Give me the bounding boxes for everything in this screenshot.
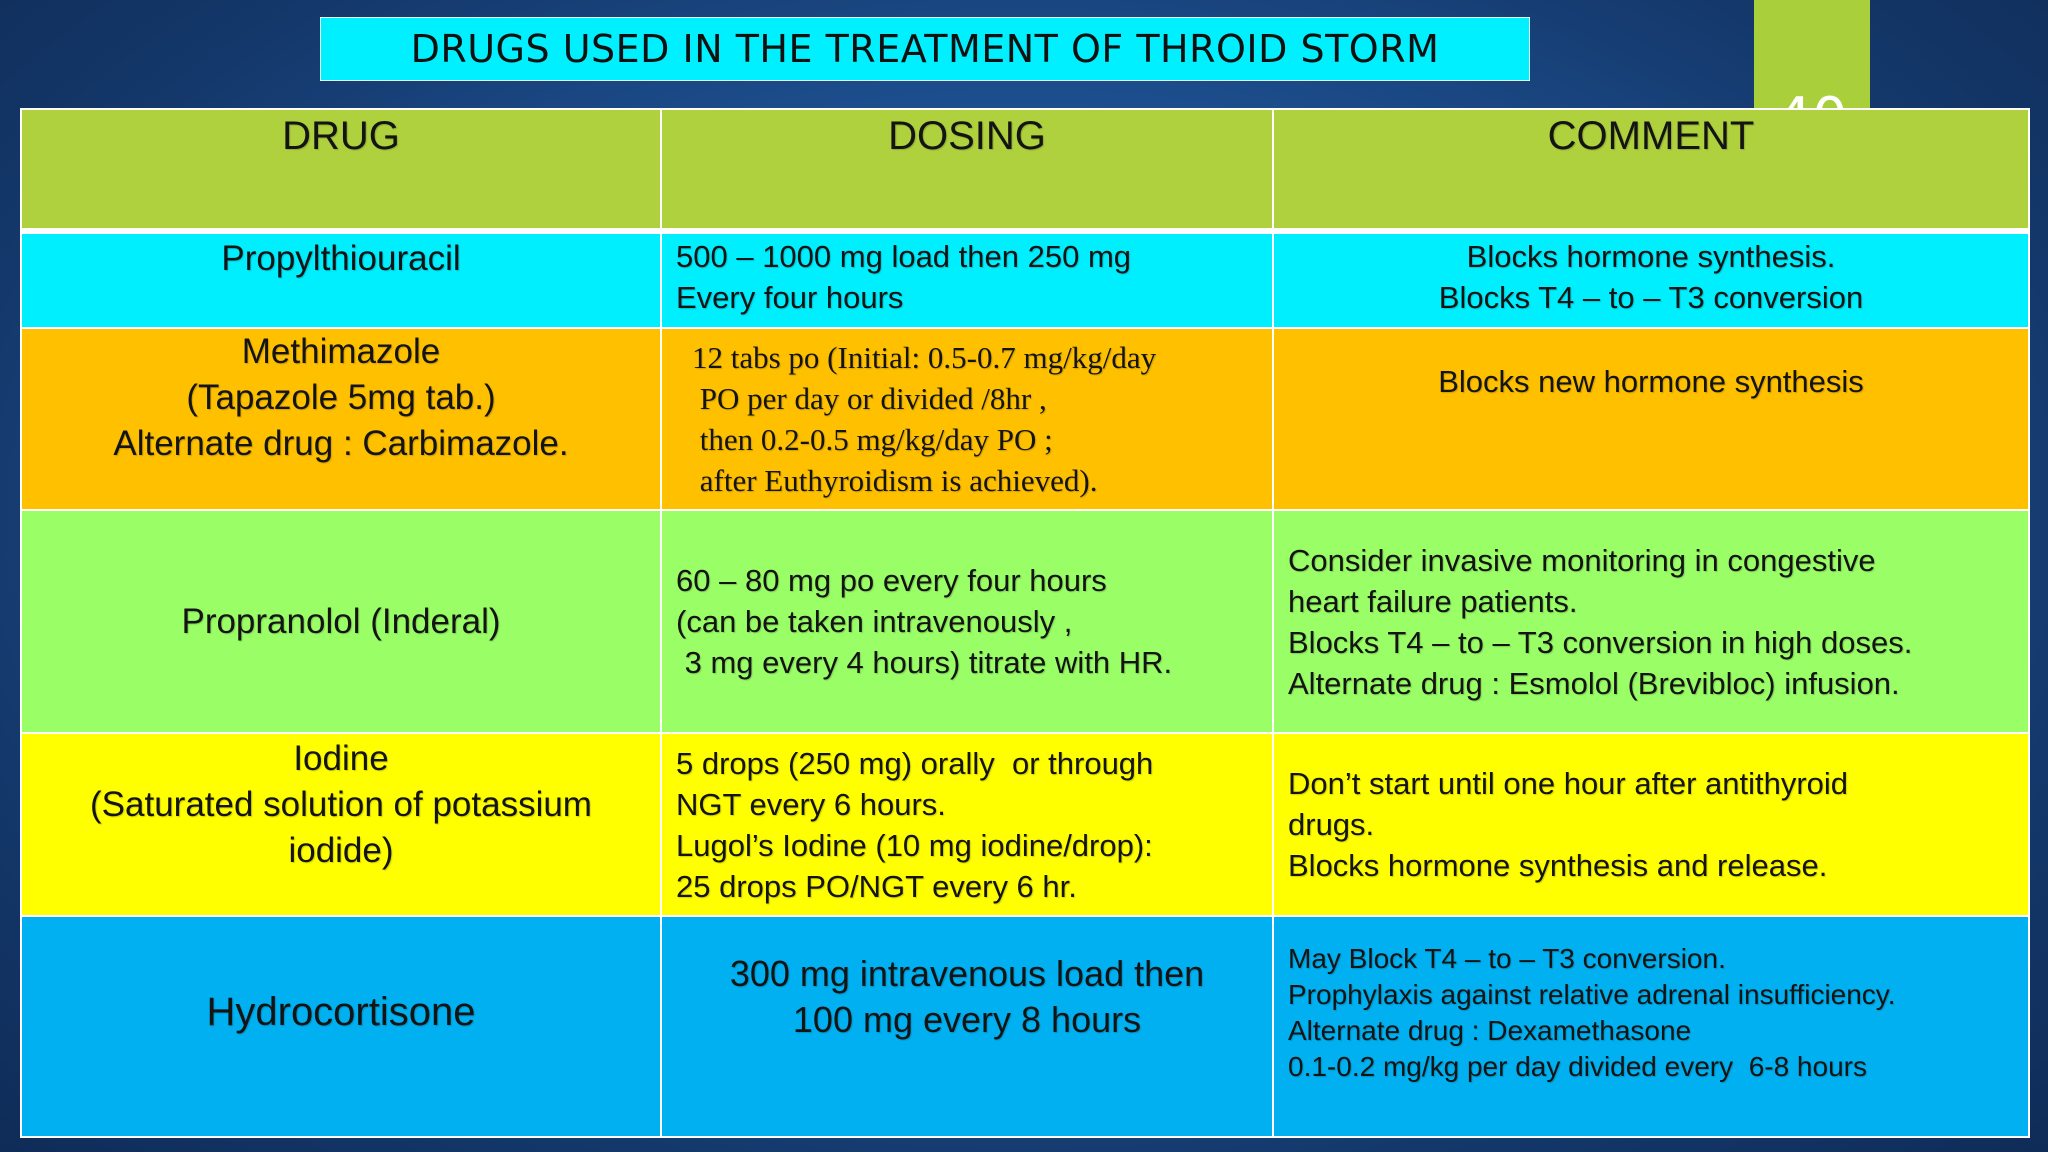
- dosing-line: 12 tabs po (Initial: 0.5-0.7 mg/kg/day: [692, 340, 1157, 375]
- dosing-cell: [661, 916, 1273, 1137]
- header-comment: COMMENT: [1273, 109, 2029, 231]
- header-dosing: DOSING: [661, 109, 1273, 231]
- dosing-line: after Euthyroidism is achieved).: [692, 463, 1098, 498]
- dosing-line: 5 drops (250 mg) orally or through: [676, 745, 1154, 781]
- comment-line: Blocks hormone synthesis and release.: [1288, 848, 1828, 883]
- drug-name: Iodine: [293, 739, 389, 778]
- comment-line: Consider invasive monitoring in congestive: [1288, 542, 1876, 578]
- comment-line: Blocks new hormone synthesis: [1438, 364, 1864, 399]
- comment-line: Prophylaxis against relative adrenal insufficiency.: [1288, 978, 1896, 1010]
- comment-cell: [1273, 733, 2029, 916]
- drug-name: Propylthiouracil: [221, 239, 461, 278]
- table-row: [21, 733, 2029, 916]
- drug-note: (Tapazole 5mg tab.): [186, 378, 496, 417]
- comment-line: Alternate drug : Dexamethasone: [1288, 1014, 1692, 1046]
- drug-note: Alternate drug : Carbimazole.: [113, 424, 569, 463]
- comment-line: Alternate drug : Esmolol (Brevibloc) infusion.: [1288, 665, 1900, 701]
- comment-line: Blocks T4 – to – T3 conversion in high doses.: [1288, 624, 1913, 660]
- drug-cell: [21, 510, 661, 733]
- dosing-line: Lugol’s Iodine (10 mg iodine/drop):: [676, 827, 1153, 863]
- drug-cell: [21, 733, 661, 916]
- slide-title: [320, 17, 1530, 81]
- drug-note: (Saturated solution of potassium: [90, 785, 592, 824]
- dosing-line: Every four hours: [676, 280, 904, 315]
- dosing-line: 60 – 80 mg po every four hours: [676, 563, 1107, 598]
- drug-cell: [21, 916, 661, 1137]
- comment-line: May Block T4 – to – T3 conversion.: [1288, 942, 1726, 974]
- slide-number: 40: [1776, 86, 1848, 151]
- drug-name: Propranolol (Inderal): [181, 601, 501, 641]
- dosing-line: (can be taken intravenously ,: [676, 604, 1073, 639]
- comment-line: heart failure patients.: [1288, 583, 1578, 619]
- dosing-line: 3 mg every 4 hours) titrate with HR.: [676, 645, 1173, 680]
- drug-cell: [21, 328, 661, 510]
- drug-table: [20, 108, 2030, 1138]
- dosing-line: PO per day or divided /8hr ,: [692, 381, 1047, 416]
- comment-cell: [1273, 328, 2029, 510]
- dosing-line: 100 mg every 8 hours: [792, 999, 1142, 1040]
- dosing-cell: [661, 510, 1273, 733]
- dosing-line: 300 mg intravenous load then: [729, 953, 1205, 994]
- dosing-cell: [661, 231, 1273, 328]
- table-row: [21, 510, 2029, 733]
- comment-cell: [1273, 231, 2029, 328]
- comment-line: drugs.: [1288, 807, 1375, 842]
- comment-cell: [1273, 510, 2029, 733]
- comment-line: 0.1-0.2 mg/kg per day divided every 6-8 hours: [1288, 1050, 1867, 1082]
- header-drug: DRUG: [21, 109, 661, 231]
- dosing-cell: [661, 328, 1273, 510]
- drug-name: Hydrocortisone: [206, 989, 476, 1034]
- dosing-line: 25 drops PO/NGT every 6 hr.: [676, 868, 1077, 904]
- comment-line: Blocks hormone synthesis.: [1466, 239, 1836, 274]
- slide-title-text: DRUGS USED IN THE TREATMENT OF THROID STORM: [410, 27, 1440, 71]
- comment-line: Don’t start until one hour after antithyroid: [1288, 766, 1849, 801]
- comment-line: Blocks T4 – to – T3 conversion: [1438, 280, 1864, 315]
- dosing-line: then 0.2-0.5 mg/kg/day PO ;: [692, 422, 1053, 457]
- comment-cell: [1273, 916, 2029, 1137]
- table-row: [21, 916, 2029, 1137]
- table-row: [21, 328, 2029, 510]
- drug-note: iodide): [288, 831, 394, 870]
- drug-cell: [21, 231, 661, 328]
- table-header-row: [21, 109, 2029, 231]
- table-row: [21, 231, 2029, 328]
- dosing-cell: [661, 733, 1273, 916]
- drug-name: Methimazole: [241, 332, 441, 371]
- dosing-line: NGT every 6 hours.: [676, 786, 946, 822]
- dosing-line: 500 – 1000 mg load then 250 mg: [676, 239, 1132, 274]
